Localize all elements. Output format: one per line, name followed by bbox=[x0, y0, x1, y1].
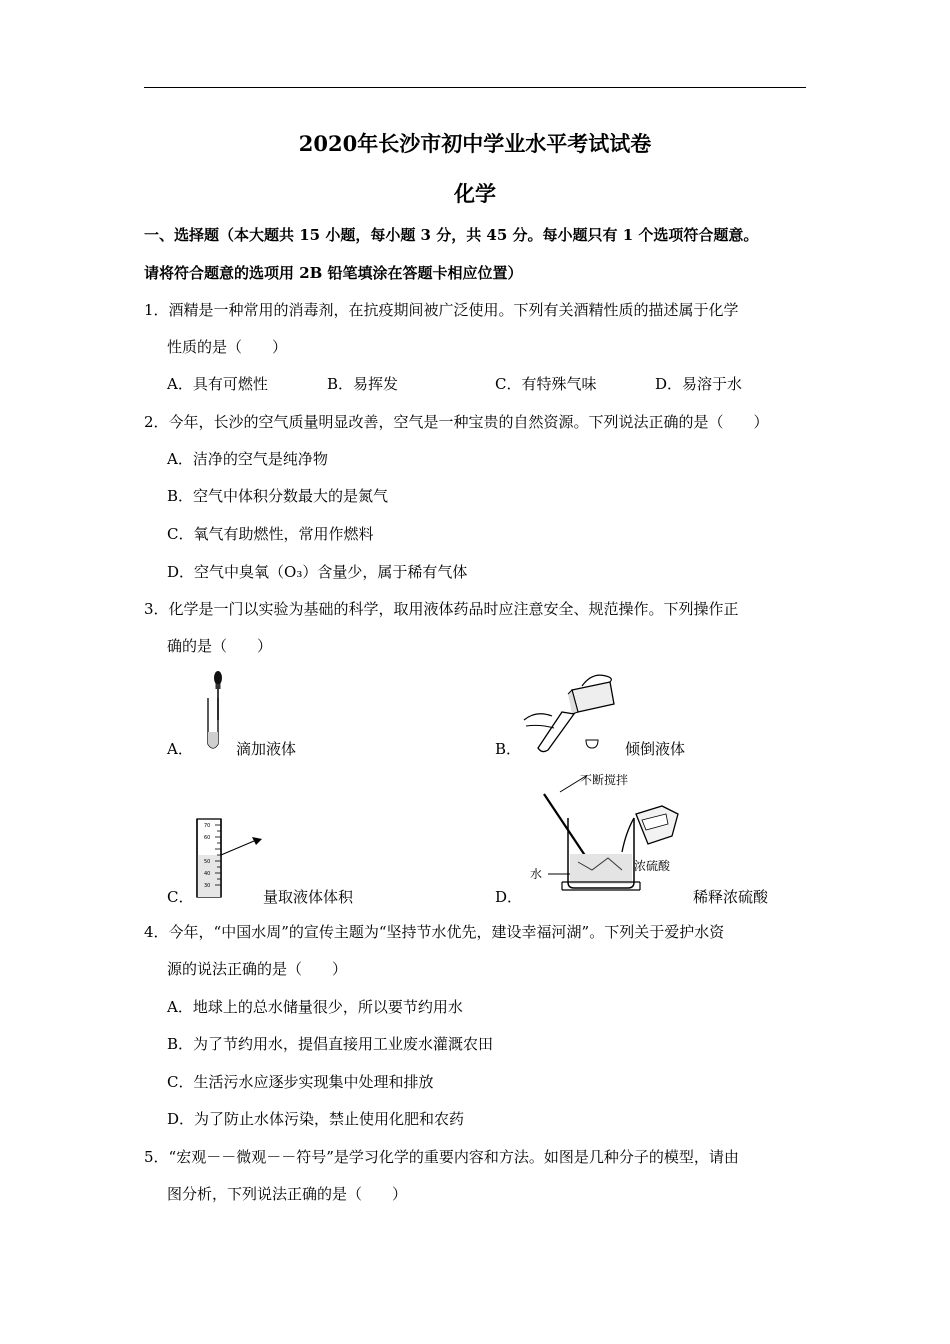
reagent-bottle-icon bbox=[572, 682, 614, 712]
figure-dilution bbox=[522, 770, 722, 896]
tick-label: 70 bbox=[204, 823, 211, 829]
q2-option-a: A．洁净的空气是纯净物 bbox=[167, 450, 328, 468]
tick-label: 50 bbox=[204, 859, 211, 865]
q4-option-c: C．生活污水应逐步实现集中处理和排放 bbox=[167, 1073, 434, 1091]
q4-stem-line2: 源的说法正确的是（ ） bbox=[167, 960, 348, 978]
tilted-tube-icon bbox=[538, 712, 574, 752]
section-heading-line1: 一、选择题（本大题共 15 小题，每小题 3 分，共 45 分。每小题只有 1 个选项符合题意。 bbox=[144, 226, 759, 244]
q3-option-d-text: 稀释浓硫酸 bbox=[693, 888, 769, 906]
q1-option-b: B．易挥发 bbox=[327, 375, 399, 393]
q3-option-a-letter: A． bbox=[167, 740, 193, 758]
q1-option-a: A．具有可燃性 bbox=[167, 375, 268, 393]
stir-label: 不断搅拌 bbox=[580, 773, 629, 787]
q2-option-c: C．氧气有助燃性，常用作燃料 bbox=[167, 525, 374, 543]
q3-stem-line2: 确的是（ ） bbox=[167, 637, 273, 655]
q3-option-b-letter: B． bbox=[495, 740, 522, 758]
figure-dropper-tube bbox=[196, 668, 236, 756]
q1-stem-line1: 1．酒精是一种常用的消毒剂，在抗疫期间被广泛使用。下列有关酒精性质的描述属于化学 bbox=[144, 301, 739, 319]
q2-option-d: D．空气中臭氧（O₃）含量少，属于稀有气体 bbox=[167, 563, 468, 581]
q3-option-c-letter: C． bbox=[167, 888, 194, 906]
tick-label: 60 bbox=[204, 835, 211, 841]
subject-title: 化学 bbox=[454, 181, 496, 206]
stopper-icon bbox=[586, 740, 598, 748]
q5-stem-line1: 5．“宏观－－微观－－符号”是学习化学的重要内容和方法。如图是几种分子的模型，请由 bbox=[144, 1148, 739, 1166]
q3-stem-line1: 3．化学是一门以实验为基础的科学，取用液体药品时应注意安全、规范操作。下列操作正 bbox=[144, 600, 739, 618]
q3-option-c-text: 量取液体体积 bbox=[263, 888, 354, 906]
acid-stream-icon bbox=[622, 818, 634, 852]
q3-option-a-text: 滴加液体 bbox=[236, 740, 297, 758]
tick-label: 30 bbox=[204, 883, 211, 889]
q2-option-b: B．空气中体积分数最大的是氮气 bbox=[167, 487, 389, 505]
header-rule bbox=[144, 87, 806, 88]
exam-title: 2020年长沙市初中学业水平考试试卷 bbox=[298, 131, 652, 156]
q1-option-d: D．易溶于水 bbox=[655, 375, 743, 393]
water-label: 水 bbox=[530, 867, 543, 881]
figure-graduated-cylinder bbox=[192, 815, 270, 901]
section-heading-line2: 请将符合题意的选项用 2B 铅笔填涂在答题卡相应位置） bbox=[144, 264, 523, 282]
q1-option-c: C．有特殊气味 bbox=[495, 375, 597, 393]
q3-option-b-text: 倾倒液体 bbox=[625, 740, 686, 758]
sight-line bbox=[221, 841, 254, 855]
q1-stem-line2: 性质的是（ ） bbox=[167, 338, 288, 356]
q5-stem-line2: 图分析，下列说法正确的是（ ） bbox=[167, 1185, 408, 1203]
q4-option-a: A．地球上的总水储量很少，所以要节约用水 bbox=[167, 998, 463, 1016]
figure-pouring bbox=[522, 668, 622, 756]
q2-stem: 2．今年，长沙的空气质量明显改善，空气是一种宝贵的自然资源。下列说法正确的是（ ） bbox=[144, 413, 769, 431]
dropper-bulb-icon bbox=[214, 671, 222, 685]
acid-label: 浓硫酸 bbox=[634, 859, 671, 873]
tick-label: 40 bbox=[204, 871, 211, 877]
q4-stem-line1: 4．今年，“中国水周”的宣传主题为“坚持节水优先，建设幸福河湖”。下列关于爱护水资 bbox=[144, 923, 725, 941]
q4-option-b: B．为了节约用水，提倡直接用工业废水灌溉农田 bbox=[167, 1035, 494, 1053]
q4-option-d: D．为了防止水体污染，禁止使用化肥和农药 bbox=[167, 1110, 465, 1128]
q3-option-d-letter: D． bbox=[495, 888, 523, 906]
